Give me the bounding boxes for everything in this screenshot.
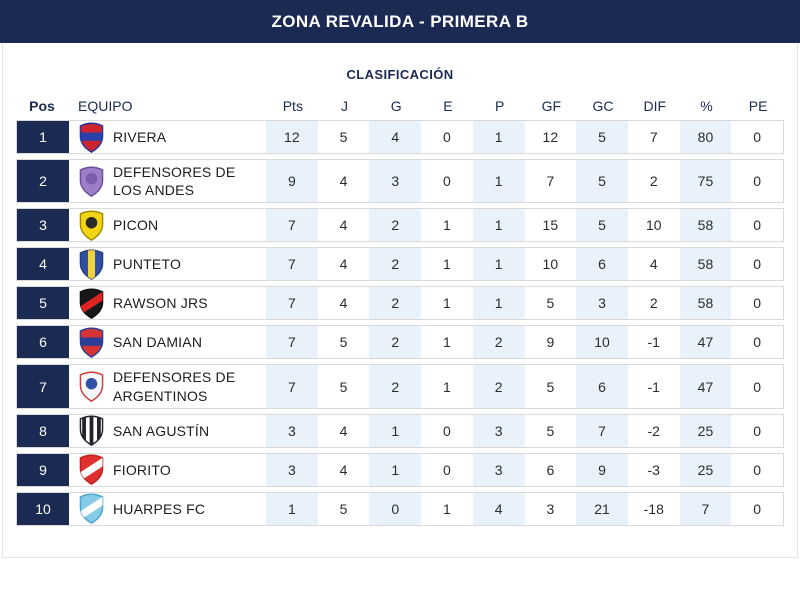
stat-cell: 3 — [473, 454, 525, 486]
badge-column — [69, 287, 113, 319]
stat-cell: 5 — [339, 129, 348, 145]
stat-cell: 4 — [339, 217, 348, 234]
team-name: SAN AGUSTÍN — [113, 422, 210, 439]
defensores-de-argentinos-crest-icon — [78, 371, 105, 402]
table-row[interactable] — [16, 453, 784, 487]
stat-cell: 1 — [443, 334, 451, 351]
position-cell: 1 — [17, 121, 69, 153]
column-header-p: P — [494, 98, 505, 114]
stat-cell: 4 — [649, 256, 658, 273]
stat-cell: 21 — [576, 493, 628, 525]
stat-cells — [266, 160, 783, 202]
column-header-e: E — [443, 98, 453, 114]
stat-cell: -18 — [643, 500, 664, 517]
stat-cell: 2 — [473, 365, 525, 407]
stat-cell: 0 — [753, 461, 762, 478]
stat-cell: 0 — [753, 173, 762, 190]
stat-cell: 1 — [473, 248, 525, 280]
stat-cell: 7 — [649, 129, 658, 145]
column-header-gc: GC — [592, 98, 614, 114]
stat-cell: 5 — [339, 378, 348, 395]
stat-cell: 0 — [753, 256, 762, 273]
position-cell: 6 — [17, 326, 69, 358]
column-header-gf: GF — [541, 98, 562, 114]
badge-column — [69, 160, 113, 202]
stat-cell: 58 — [680, 248, 732, 280]
stat-cell: 1 — [443, 256, 451, 273]
stat-cell: 58 — [680, 209, 732, 241]
stat-cell: 1 — [473, 160, 525, 202]
stat-cell: 1 — [443, 378, 451, 395]
stat-cell: 10 — [542, 256, 559, 273]
stat-cell: 80 — [680, 121, 732, 153]
stat-cell: 3 — [473, 415, 525, 447]
stat-cell: 3 — [266, 454, 318, 486]
badge-column — [69, 121, 113, 153]
badge-column — [69, 326, 113, 358]
stat-cell: 47 — [680, 326, 732, 358]
table-subtitle: CLASIFICACIÓN — [346, 67, 454, 82]
team-name: RAWSON JRS — [113, 295, 208, 312]
stat-cell: 0 — [443, 129, 451, 145]
stat-cell: 0 — [443, 422, 451, 439]
rivera-crest-icon — [78, 122, 105, 153]
stat-cell: 5 — [339, 334, 348, 351]
stat-cell: 7 — [266, 248, 318, 280]
stat-cell: 3 — [576, 287, 628, 319]
position-cell: 4 — [17, 248, 69, 280]
stat-column-headers — [267, 98, 784, 114]
stat-cell: -3 — [647, 461, 660, 478]
stat-cell: 25 — [680, 454, 732, 486]
picon-crest-icon — [78, 210, 105, 241]
stat-cell: 1 — [473, 121, 525, 153]
stat-cell: 0 — [753, 422, 762, 439]
stat-cell: -2 — [647, 422, 660, 439]
column-header-j: J — [341, 98, 349, 114]
stat-cell: 1 — [443, 217, 451, 234]
stat-cells — [266, 287, 783, 319]
stat-cell: 0 — [753, 217, 762, 234]
page-title: ZONA REVALIDA - PRIMERA B — [271, 11, 529, 31]
standings-card — [2, 43, 798, 558]
punteto-crest-icon — [78, 249, 105, 280]
stat-cells — [266, 454, 783, 486]
stat-cell: 1 — [266, 493, 318, 525]
stat-cells — [266, 365, 783, 407]
stat-cell: 7 — [546, 173, 555, 190]
stat-cell: 1 — [473, 287, 525, 319]
column-header-dif: DIF — [643, 98, 667, 114]
stat-cell: 1 — [369, 415, 421, 447]
stat-cell: 7 — [266, 287, 318, 319]
stat-cell: 4 — [473, 493, 525, 525]
stat-cell: 3 — [546, 500, 555, 517]
stat-cell: 0 — [369, 493, 421, 525]
stat-cell: 7 — [266, 209, 318, 241]
stat-cell: 4 — [339, 256, 348, 273]
stat-cell: 7 — [266, 365, 318, 407]
team-name: HUARPES FC — [113, 500, 206, 517]
badge-column — [69, 454, 113, 486]
stat-cell: -1 — [647, 378, 660, 395]
stat-cell: 4 — [339, 461, 348, 478]
team-name: DEFENSORES DE LOS ANDES — [113, 164, 236, 199]
stat-cells — [266, 493, 783, 525]
table-row[interactable] — [16, 159, 784, 203]
stat-cell: 5 — [339, 500, 348, 517]
san-agustin-crest-icon — [78, 415, 105, 446]
team-name: PUNTETO — [113, 256, 182, 273]
team-name: PICON — [113, 217, 159, 234]
team-name: SAN DAMIAN — [113, 334, 203, 351]
stat-cell: 12 — [542, 129, 559, 145]
column-header-g: G — [390, 98, 402, 114]
badge-column — [69, 493, 113, 525]
stat-cell: 0 — [753, 334, 762, 351]
column-header-pct: % — [700, 98, 713, 114]
badge-column — [69, 415, 113, 447]
table-row[interactable] — [16, 364, 784, 408]
stat-cell: 10 — [645, 217, 662, 234]
stat-cell: 10 — [576, 326, 628, 358]
stat-cell: 0 — [753, 295, 762, 312]
table-header-row — [16, 97, 784, 115]
stat-cell: 9 — [266, 160, 318, 202]
column-header-pos: Pos — [29, 98, 55, 114]
stat-cell: 9 — [546, 334, 555, 351]
stat-cell: 0 — [443, 461, 451, 478]
table-row[interactable] — [16, 492, 784, 526]
table-row[interactable] — [16, 414, 784, 448]
fiorito-crest-icon — [78, 454, 105, 485]
stat-cell: 58 — [680, 287, 732, 319]
badge-column — [69, 209, 113, 241]
stat-cells — [266, 415, 783, 447]
standings-rows — [16, 120, 784, 526]
table-row[interactable] — [16, 325, 784, 359]
position-cell: 8 — [17, 415, 69, 447]
table-row[interactable] — [16, 247, 784, 281]
stat-cell: 4 — [369, 121, 421, 153]
stat-cell: 6 — [576, 365, 628, 407]
stat-cells — [266, 326, 783, 358]
stat-cell: 1 — [473, 209, 525, 241]
badge-column — [69, 248, 113, 280]
position-cell: 2 — [17, 160, 69, 202]
position-cell: 3 — [17, 209, 69, 241]
position-cell: 10 — [17, 493, 69, 525]
stat-cell: 2 — [369, 209, 421, 241]
table-row[interactable] — [16, 208, 784, 242]
stat-cell: 1 — [443, 500, 451, 517]
team-name: DEFENSORES DE ARGENTINOS — [113, 369, 236, 404]
column-header-pts: Pts — [282, 98, 303, 114]
stat-cell: 5 — [576, 209, 628, 241]
table-row[interactable] — [16, 286, 784, 320]
stat-cell: 2 — [369, 248, 421, 280]
column-header-equipo: EQUIPO — [78, 98, 133, 114]
table-row[interactable] — [16, 120, 784, 154]
badge-column — [69, 365, 113, 407]
stat-cell: 5 — [546, 295, 555, 312]
stat-cell: 0 — [753, 500, 762, 517]
stat-cells — [266, 209, 783, 241]
stat-cell: 12 — [266, 121, 318, 153]
stat-cell: 1 — [443, 295, 451, 312]
stat-cell: 25 — [680, 415, 732, 447]
stat-cell: 4 — [339, 295, 348, 312]
stat-cell: 3 — [266, 415, 318, 447]
stat-cell: 4 — [339, 422, 348, 439]
stat-cell: 2 — [369, 287, 421, 319]
team-name: FIORITO — [113, 461, 171, 478]
stat-cell: 9 — [576, 454, 628, 486]
stat-cell: 0 — [753, 378, 762, 395]
stat-cell: 5 — [546, 378, 555, 395]
stat-cell: 2 — [473, 326, 525, 358]
stat-cell: 2 — [369, 365, 421, 407]
stat-cell: 0 — [443, 173, 451, 190]
stat-cell: 5 — [576, 160, 628, 202]
stat-cell: 2 — [649, 173, 658, 190]
stat-cell: 15 — [542, 217, 559, 234]
stat-cell: 6 — [546, 461, 555, 478]
stat-cell: 2 — [369, 326, 421, 358]
stat-cell: 3 — [369, 160, 421, 202]
stat-cell: 7 — [576, 415, 628, 447]
position-cell: 5 — [17, 287, 69, 319]
rawson-jrs-crest-icon — [78, 288, 105, 319]
stat-cell: 4 — [339, 173, 348, 190]
huarpes-fc-crest-icon — [78, 493, 105, 524]
san-damian-crest-icon — [78, 327, 105, 358]
stat-cell: 1 — [369, 454, 421, 486]
defensores-de-los-andes-crest-icon — [78, 166, 105, 197]
stat-cell: 5 — [546, 422, 555, 439]
stat-cell: 2 — [649, 295, 658, 312]
stat-cell: 75 — [680, 160, 732, 202]
column-header-pe: PE — [748, 98, 768, 114]
stat-cell: -1 — [647, 334, 660, 351]
stat-cells — [266, 248, 783, 280]
stat-cell: 6 — [576, 248, 628, 280]
stat-cell: 7 — [266, 326, 318, 358]
title-bar — [0, 0, 800, 43]
position-cell: 9 — [17, 454, 69, 486]
stat-cell: 7 — [680, 493, 732, 525]
stat-cell: 5 — [576, 121, 628, 153]
stat-cells — [266, 121, 783, 153]
stat-cell: 47 — [680, 365, 732, 407]
position-cell: 7 — [17, 365, 69, 407]
team-name: RIVERA — [113, 128, 167, 145]
stat-cell: 0 — [753, 129, 762, 145]
